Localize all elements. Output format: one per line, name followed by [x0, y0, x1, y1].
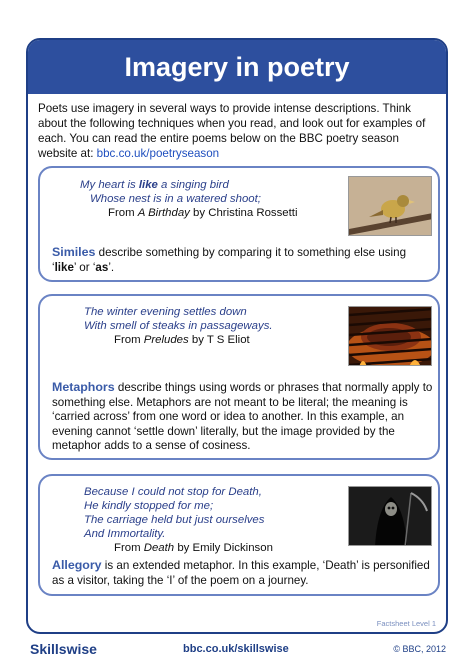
metaphors-card — [38, 294, 440, 460]
quote-line: He kindly stopped for me; — [84, 500, 214, 512]
metaphor-description: Metaphors describe things using words or phrases that normally apply to something else. Metaphors are not meant to be literal; the meaning is ‘carried across’ from one word or idea to another. In this example, an evening cannot ‘settle down’ literally, but the image provided by the metaphor adds to a sense of cosiness. — [52, 380, 433, 453]
simile-quote — [80, 178, 298, 220]
quote-line: And Immortality. — [84, 528, 166, 540]
simile-description: Similes describe something by comparing it to something else using ‘like’ or ‘as’. — [52, 245, 407, 274]
intro-paragraph — [28, 94, 446, 161]
simile-term: Similes — [52, 245, 96, 259]
page-title: Imagery in poetry — [28, 40, 446, 94]
intro-text: Poets use imagery in several ways to provide intense descriptions. Think about the following techniques when you read, and look out for examples of each. You can read the entire poems below on the BBC poetry season website at: — [38, 102, 426, 160]
quote-line: My heart is like a singing bird — [80, 179, 229, 191]
metaphor-quote — [84, 305, 273, 347]
poetry-season-link[interactable]: bbc.co.uk/poetryseason — [96, 147, 220, 160]
copyright-text: © BBC, 2012 — [393, 644, 446, 654]
allegory-card — [38, 474, 440, 596]
grim-reaper-photo — [348, 486, 432, 546]
quote-source: From Death by Emily Dickinson — [114, 542, 273, 554]
allegory-term: Allegory — [52, 558, 102, 572]
factsheet-panel — [26, 38, 448, 634]
allegory-quote — [84, 485, 273, 555]
allegory-description: Allegory is an extended metaphor. In this example, ‘Death’ is personified as a visitor, taking the ‘I’ of the poem on a journey. — [52, 558, 430, 587]
quote-line: The carriage held but just ourselves — [84, 514, 265, 526]
steak-grill-photo — [348, 306, 432, 366]
quote-source: From A Birthday by Christina Rossetti — [108, 207, 298, 219]
quote-line: Whose nest is in a watered shoot; — [90, 193, 261, 205]
quote-line: Because I could not stop for Death, — [84, 486, 262, 498]
quote-line: The winter evening settles down — [84, 306, 247, 318]
bird-photo — [348, 176, 432, 236]
similes-card — [38, 166, 440, 282]
metaphor-term: Metaphors — [52, 380, 115, 394]
quote-source: From Preludes by T S Eliot — [114, 334, 250, 346]
skillswise-link[interactable]: bbc.co.uk/skillswise — [183, 643, 289, 655]
factsheet-level-label: Factsheet Level 1 — [376, 619, 436, 628]
quote-line: With smell of steaks in passageways. — [84, 320, 273, 332]
skillswise-logo: Skillswise — [30, 641, 97, 657]
